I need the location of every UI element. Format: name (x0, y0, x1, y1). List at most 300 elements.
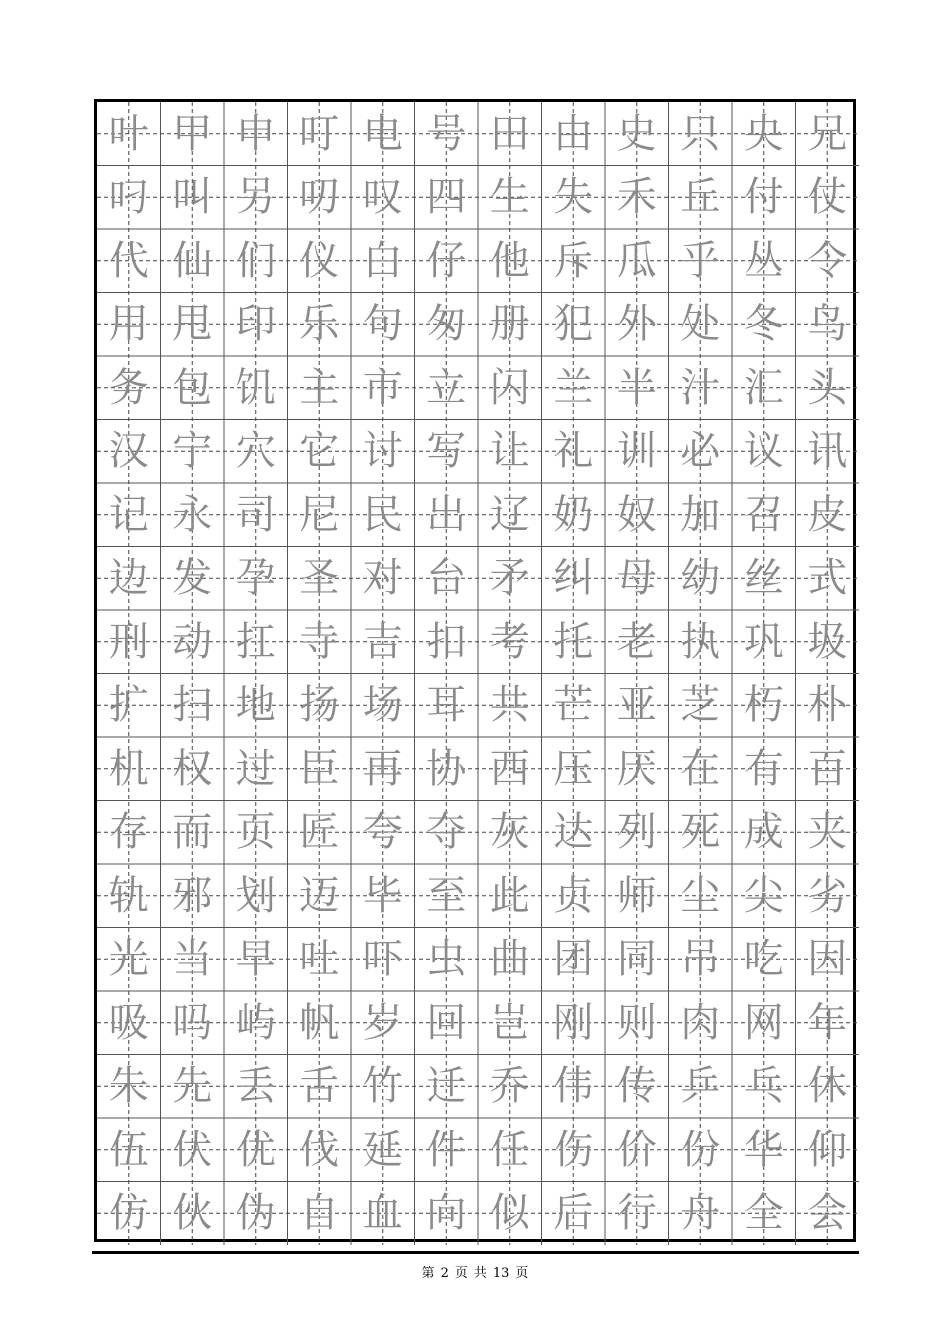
character-glyph: 外 (616, 301, 657, 348)
character-glyph: 付 (743, 174, 784, 221)
grid-cell (732, 293, 796, 357)
grid-cell (542, 991, 606, 1055)
character-glyph: 西 (489, 745, 530, 792)
character-glyph: 早 (235, 936, 276, 983)
character-glyph: 另 (235, 174, 276, 221)
character-glyph: 会 (807, 1190, 848, 1237)
character-glyph: 民 (362, 491, 403, 538)
grid-cell (288, 1118, 352, 1182)
character-glyph: 用 (108, 301, 149, 348)
character-glyph: 巩 (743, 618, 784, 665)
character-glyph: 冬 (743, 301, 784, 348)
character-glyph: 鸟 (807, 301, 848, 348)
grid-cell (605, 420, 669, 484)
grid-cell (224, 229, 288, 293)
character-glyph: 机 (108, 745, 149, 792)
grid-cell (161, 864, 225, 928)
grid-cell (605, 801, 669, 865)
character-glyph: 厌 (616, 745, 657, 792)
character-glyph: 尖 (743, 872, 784, 919)
grid-cell (605, 356, 669, 420)
grid-cell (796, 293, 860, 357)
grid-cell (605, 1118, 669, 1182)
character-glyph: 申 (235, 110, 276, 157)
grid-cell (224, 293, 288, 357)
character-glyph: 叮 (299, 110, 340, 157)
grid-cell (669, 166, 733, 230)
grid-cell (415, 737, 479, 801)
character-glyph: 纠 (553, 555, 594, 602)
character-glyph: 仰 (807, 1126, 848, 1173)
grid-cell (542, 737, 606, 801)
grid-cell (224, 356, 288, 420)
character-glyph: 迁 (426, 1063, 467, 1110)
grid-cell (542, 1055, 606, 1119)
character-glyph: 印 (235, 301, 276, 348)
grid-cell (288, 293, 352, 357)
character-glyph: 后 (553, 1190, 594, 1237)
character-glyph: 压 (553, 745, 594, 792)
character-glyph: 乎 (680, 237, 721, 284)
grid-cell (97, 991, 161, 1055)
grid-cell (161, 293, 225, 357)
character-glyph: 有 (743, 745, 784, 792)
grid-cell (351, 737, 415, 801)
character-glyph: 瓜 (616, 237, 657, 284)
character-glyph: 奴 (616, 491, 657, 538)
grid-cell (161, 610, 225, 674)
character-glyph: 至 (426, 872, 467, 919)
character-glyph: 叼 (108, 174, 149, 221)
character-glyph: 兰 (553, 364, 594, 411)
grid-cell (161, 991, 225, 1055)
grid-cell (224, 420, 288, 484)
character-glyph: 华 (743, 1126, 784, 1173)
grid-cell (288, 991, 352, 1055)
grid-cell (97, 420, 161, 484)
character-glyph: 讯 (807, 428, 848, 475)
character-glyph: 饥 (235, 364, 276, 411)
grid-cell (796, 547, 860, 611)
grid-cell (478, 293, 542, 357)
character-glyph: 司 (235, 491, 276, 538)
character-glyph: 团 (553, 936, 594, 983)
grid-cell (97, 928, 161, 992)
character-glyph: 加 (680, 491, 721, 538)
grid-cell (415, 674, 479, 738)
grid-cell (732, 1055, 796, 1119)
character-glyph: 夺 (426, 809, 467, 856)
grid-cell (669, 991, 733, 1055)
grid-cell (288, 420, 352, 484)
character-glyph: 奶 (553, 491, 594, 538)
character-glyph: 写 (426, 428, 467, 475)
character-glyph: 传 (616, 1063, 657, 1110)
character-glyph: 师 (616, 872, 657, 919)
grid-cell (351, 102, 415, 166)
character-glyph: 们 (235, 237, 276, 284)
character-glyph: 刚 (553, 999, 594, 1046)
character-glyph: 记 (108, 491, 149, 538)
character-glyph: 协 (426, 745, 467, 792)
character-glyph: 匆 (426, 301, 467, 348)
character-glyph: 讨 (362, 428, 403, 475)
grid-cell (478, 356, 542, 420)
character-glyph: 全 (743, 1190, 784, 1237)
character-glyph: 场 (362, 682, 403, 729)
character-glyph: 灰 (489, 809, 530, 856)
grid-cell (669, 102, 733, 166)
character-glyph: 伐 (299, 1126, 340, 1173)
grid-cell (415, 293, 479, 357)
character-glyph: 舟 (680, 1190, 721, 1237)
grid-cell (97, 483, 161, 547)
character-glyph: 臣 (299, 745, 340, 792)
character-glyph: 议 (743, 428, 784, 475)
character-glyph: 延 (362, 1126, 403, 1173)
grid-cell (542, 356, 606, 420)
grid-cell (288, 229, 352, 293)
character-glyph: 宁 (172, 428, 213, 475)
grid-cell (161, 1182, 225, 1246)
grid-cell (97, 102, 161, 166)
grid-cell (605, 229, 669, 293)
grid-cell (97, 864, 161, 928)
grid-cell (288, 483, 352, 547)
grid-cell (351, 483, 415, 547)
footer-page-number: 2 (440, 1266, 449, 1281)
character-glyph: 权 (172, 745, 213, 792)
grid-cell (288, 737, 352, 801)
grid-cell (351, 610, 415, 674)
character-glyph: 吉 (362, 618, 403, 665)
grid-cell (288, 547, 352, 611)
grid-cell (478, 229, 542, 293)
grid-cell (732, 991, 796, 1055)
character-glyph: 肉 (680, 999, 721, 1046)
grid-cell (732, 356, 796, 420)
character-glyph: 台 (426, 555, 467, 602)
character-glyph: 扣 (426, 618, 467, 665)
character-glyph: 再 (362, 745, 403, 792)
grid-cell (224, 737, 288, 801)
character-glyph: 吓 (362, 936, 403, 983)
character-glyph: 休 (807, 1063, 848, 1110)
footer-divider (92, 1251, 859, 1254)
grid-cell (288, 610, 352, 674)
character-glyph: 同 (616, 936, 657, 983)
character-glyph: 边 (108, 555, 149, 602)
grid-cell (288, 674, 352, 738)
character-glyph: 舌 (299, 1063, 340, 1110)
grid-cell (542, 166, 606, 230)
character-glyph: 匠 (299, 809, 340, 856)
grid-cell (351, 1182, 415, 1246)
grid-cell (796, 1055, 860, 1119)
character-glyph: 电 (362, 110, 403, 157)
character-glyph: 它 (299, 428, 340, 475)
grid-cell (288, 102, 352, 166)
character-glyph: 主 (299, 364, 340, 411)
grid-cell (478, 483, 542, 547)
character-glyph: 自 (299, 1190, 340, 1237)
footer-total-prefix: 共 (473, 1266, 487, 1281)
grid-cell (415, 483, 479, 547)
grid-cell (796, 483, 860, 547)
grid-cell (161, 547, 225, 611)
grid-cell (351, 547, 415, 611)
grid-cell (97, 547, 161, 611)
grid-cell (605, 293, 669, 357)
grid-cell (415, 1055, 479, 1119)
character-glyph: 考 (489, 618, 530, 665)
grid-cell (669, 737, 733, 801)
grid-cell (351, 674, 415, 738)
character-glyph: 存 (108, 809, 149, 856)
character-glyph: 乐 (299, 301, 340, 348)
character-glyph: 页 (235, 809, 276, 856)
character-glyph: 价 (616, 1126, 657, 1173)
grid-cell (732, 864, 796, 928)
grid-cell (542, 610, 606, 674)
character-glyph: 圣 (299, 555, 340, 602)
character-glyph: 年 (807, 999, 848, 1046)
grid-cell (478, 928, 542, 992)
grid-cell (732, 420, 796, 484)
grid-cell (415, 547, 479, 611)
character-glyph: 号 (426, 110, 467, 157)
grid-cell (415, 610, 479, 674)
grid-cell (415, 864, 479, 928)
grid-cell (732, 1118, 796, 1182)
character-glyph: 吸 (108, 999, 149, 1046)
character-glyph: 光 (108, 936, 149, 983)
character-glyph: 汇 (743, 364, 784, 411)
grid-cell (542, 864, 606, 928)
grid-cell (542, 483, 606, 547)
grid-cell (161, 102, 225, 166)
character-glyph: 汉 (108, 428, 149, 475)
character-glyph: 母 (616, 555, 657, 602)
character-glyph: 耳 (426, 682, 467, 729)
grid-cell (605, 547, 669, 611)
character-glyph: 回 (426, 999, 467, 1046)
character-glyph: 毕 (362, 872, 403, 919)
character-glyph: 地 (235, 682, 276, 729)
character-glyph: 尼 (299, 491, 340, 538)
character-glyph: 犯 (553, 301, 594, 348)
grid-cell (224, 991, 288, 1055)
grid-cell (669, 674, 733, 738)
character-glyph: 令 (807, 237, 848, 284)
grid-cell (669, 1182, 733, 1246)
character-glyph: 市 (362, 364, 403, 411)
grid-cell (288, 1182, 352, 1246)
character-glyph: 仔 (426, 237, 467, 284)
grid-cell (224, 547, 288, 611)
grid-cell (288, 864, 352, 928)
character-glyph: 向 (426, 1190, 467, 1237)
character-glyph: 永 (172, 491, 213, 538)
grid-cell (605, 610, 669, 674)
character-glyph: 立 (426, 364, 467, 411)
grid-cell (542, 547, 606, 611)
grid-cell (796, 801, 860, 865)
grid-cell (732, 928, 796, 992)
grid-cell (161, 420, 225, 484)
grid-cell (288, 801, 352, 865)
character-glyph: 先 (172, 1063, 213, 1110)
grid-cell (605, 1182, 669, 1246)
character-glyph: 托 (553, 618, 594, 665)
footer-total-pages: 13 (492, 1266, 510, 1281)
character-glyph: 训 (616, 428, 657, 475)
grid-cell (415, 229, 479, 293)
character-glyph: 由 (553, 110, 594, 157)
character-glyph: 而 (172, 809, 213, 856)
grid-cell (161, 229, 225, 293)
grid-cell (796, 864, 860, 928)
character-glyph: 伍 (108, 1126, 149, 1173)
character-glyph: 甲 (172, 110, 213, 157)
character-glyph: 央 (743, 110, 784, 157)
grid-cell (542, 1118, 606, 1182)
grid-cell (161, 801, 225, 865)
character-glyph: 帆 (299, 999, 340, 1046)
character-glyph: 仪 (299, 237, 340, 284)
character-glyph: 行 (616, 1190, 657, 1237)
grid-cell (415, 166, 479, 230)
grid-cell (478, 1118, 542, 1182)
grid-cell (351, 801, 415, 865)
character-glyph: 屿 (235, 999, 276, 1046)
grid-cell (542, 674, 606, 738)
grid-cell (478, 420, 542, 484)
grid-cell (351, 229, 415, 293)
character-glyph: 叶 (108, 110, 149, 157)
grid-cell (478, 1182, 542, 1246)
grid-cell (605, 483, 669, 547)
character-glyph: 矛 (489, 555, 530, 602)
character-glyph: 叨 (299, 174, 340, 221)
grid-cell (351, 928, 415, 992)
grid-cell (97, 610, 161, 674)
character-glyph: 生 (489, 174, 530, 221)
grid-cell (732, 737, 796, 801)
character-glyph: 刑 (108, 618, 149, 665)
grid-cell (732, 801, 796, 865)
grid-cell (605, 864, 669, 928)
grid-cell (796, 991, 860, 1055)
page-footer (0, 1262, 950, 1281)
grid-cell (796, 674, 860, 738)
character-glyph: 吊 (680, 936, 721, 983)
grid-cell (478, 991, 542, 1055)
grid-cell (288, 356, 352, 420)
grid-cell (415, 102, 479, 166)
character-glyph: 尘 (680, 872, 721, 919)
character-glyph: 册 (489, 301, 530, 348)
grid-cell (732, 674, 796, 738)
grid-cell (478, 674, 542, 738)
grid-cell (97, 356, 161, 420)
grid-cell (796, 1182, 860, 1246)
grid-cell (351, 991, 415, 1055)
grid-cell (669, 356, 733, 420)
grid-cell (732, 166, 796, 230)
character-glyph: 劣 (807, 872, 848, 919)
character-glyph: 竹 (362, 1063, 403, 1110)
grid-cell (478, 547, 542, 611)
grid-cell (478, 864, 542, 928)
grid-cell (669, 928, 733, 992)
character-glyph: 丘 (680, 174, 721, 221)
grid-cell (732, 610, 796, 674)
grid-cell (224, 864, 288, 928)
character-glyph: 圾 (807, 618, 848, 665)
grid-cell (542, 801, 606, 865)
grid-cell (161, 166, 225, 230)
grid-cell (97, 1055, 161, 1119)
grid-cell (224, 483, 288, 547)
grid-cell (478, 1055, 542, 1119)
character-glyph: 丢 (235, 1063, 276, 1110)
grid-cell (351, 356, 415, 420)
character-glyph: 吗 (172, 999, 213, 1046)
grid-cell (415, 356, 479, 420)
grid-cell (542, 293, 606, 357)
grid-cell (542, 102, 606, 166)
character-glyph: 吐 (299, 936, 340, 983)
character-glyph: 处 (680, 301, 721, 348)
grid-cell (97, 1118, 161, 1182)
character-glyph: 务 (108, 364, 149, 411)
character-glyph: 在 (680, 745, 721, 792)
grid-cell (732, 483, 796, 547)
grid-cell (97, 229, 161, 293)
character-glyph: 丛 (743, 237, 784, 284)
character-glyph: 邪 (172, 872, 213, 919)
grid-cell (161, 483, 225, 547)
character-glyph: 包 (172, 364, 213, 411)
grid-cell (669, 293, 733, 357)
character-glyph: 划 (235, 872, 276, 919)
grid-cell (669, 547, 733, 611)
grid-cell (796, 737, 860, 801)
character-glyph: 老 (616, 618, 657, 665)
character-glyph: 仿 (108, 1190, 149, 1237)
character-glyph: 曲 (489, 936, 530, 983)
grid-cell (478, 102, 542, 166)
grid-cell (796, 1118, 860, 1182)
character-glyph: 四 (426, 174, 467, 221)
grid-cell (669, 801, 733, 865)
character-glyph: 式 (807, 555, 848, 602)
footer-total-unit: 页 (515, 1266, 529, 1281)
grid-cell (224, 674, 288, 738)
character-glyph: 共 (489, 682, 530, 729)
grid-cell (796, 229, 860, 293)
character-glyph: 贞 (553, 872, 594, 919)
grid-cell (161, 928, 225, 992)
character-glyph: 仙 (172, 237, 213, 284)
character-glyph: 白 (362, 237, 403, 284)
character-glyph: 发 (172, 555, 213, 602)
grid-cell (478, 801, 542, 865)
grid-cell (605, 737, 669, 801)
grid-cell (97, 674, 161, 738)
character-glyph: 达 (553, 809, 594, 856)
